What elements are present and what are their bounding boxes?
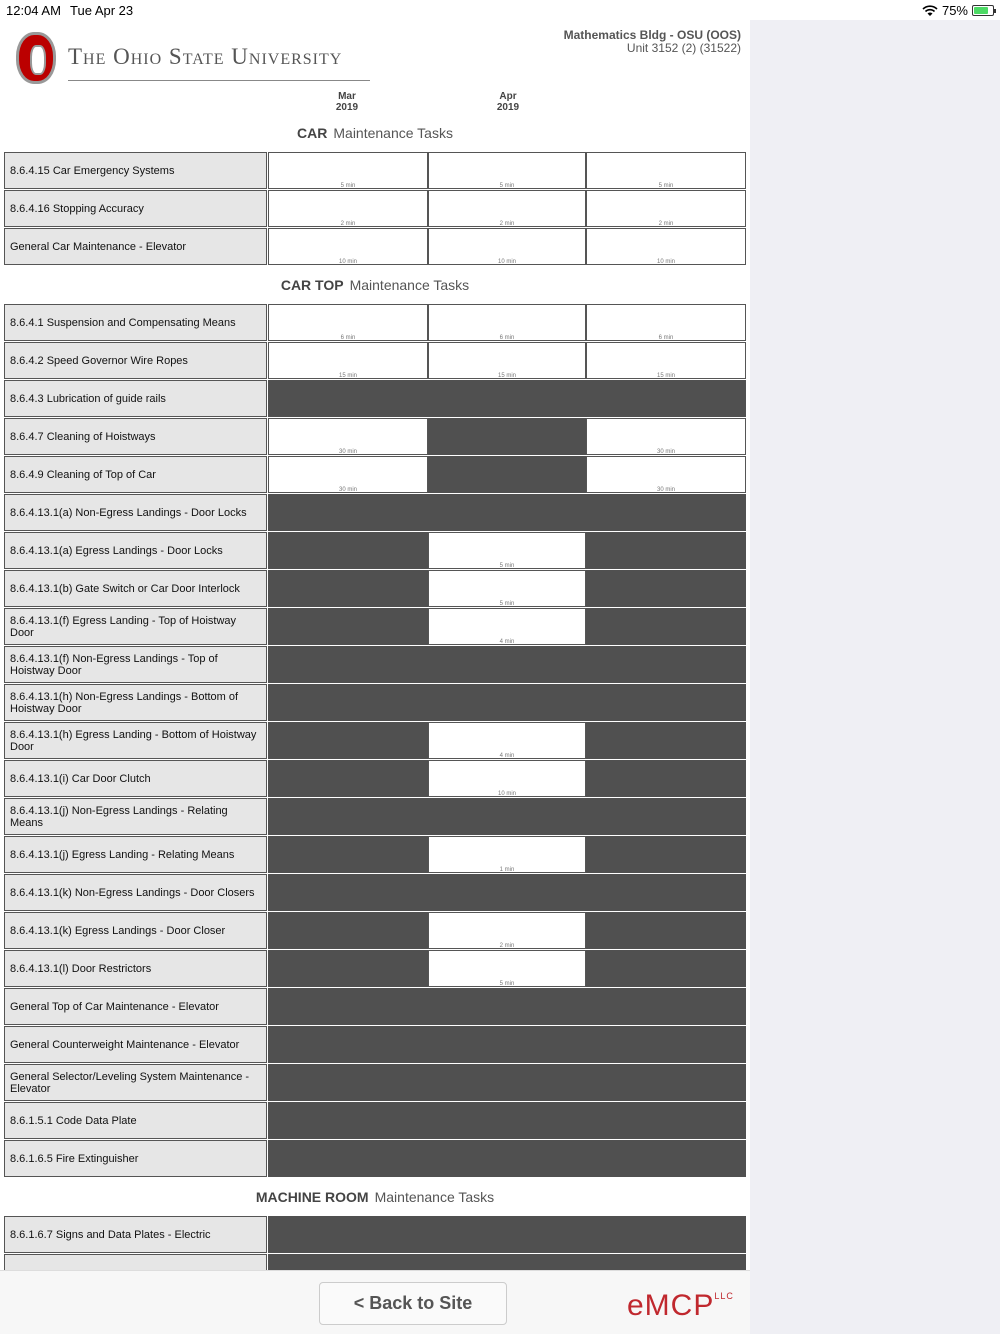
task-duration: 2 min: [499, 943, 515, 949]
task-cell[interactable]: [586, 418, 746, 455]
task-row[interactable]: [4, 380, 746, 417]
task-cell-disabled: [586, 836, 746, 873]
task-cell[interactable]: [428, 532, 586, 569]
task-label: 8.6.4.13.1(f) Non-Egress Landings - Top of Hoistway Door: [4, 646, 267, 683]
task-row[interactable]: [4, 1026, 746, 1063]
task-cell-disabled: [268, 494, 428, 531]
task-label: General Counterweight Maintenance - Elevator: [4, 1026, 267, 1063]
task-cell-disabled: [586, 380, 746, 417]
task-row[interactable]: [4, 418, 746, 455]
task-row[interactable]: [4, 1140, 746, 1177]
task-row[interactable]: [4, 722, 746, 759]
task-duration: 5 min: [499, 183, 515, 189]
task-label: General Selector/Leveling System Maintenance - Elevator: [4, 1064, 267, 1101]
section-title: CAR Maintenance Tasks: [297, 125, 453, 141]
unit-info: Unit 3152 (2) (31522): [626, 41, 741, 55]
footer: [0, 1270, 750, 1334]
right-pane: [750, 20, 1000, 1334]
logo-wordmark: The Ohio State University: [68, 44, 343, 69]
task-cell[interactable]: [586, 456, 746, 493]
task-cell-disabled: [586, 950, 746, 987]
task-cell-disabled: [428, 456, 586, 493]
emcp-logo: eMCP$^{LLC}$: [627, 1289, 734, 1322]
task-row[interactable]: [4, 988, 746, 1025]
task-cell-disabled: [586, 798, 746, 835]
task-cell[interactable]: [428, 228, 586, 265]
task-cell-disabled: [428, 646, 586, 683]
task-cell-disabled: [268, 646, 428, 683]
task-row[interactable]: [4, 532, 746, 569]
status-bar: [0, 0, 1000, 20]
task-label: 8.6.4.13.1(l) Door Restrictors: [4, 950, 267, 987]
task-row[interactable]: [4, 1216, 746, 1253]
task-cell-disabled: [586, 874, 746, 911]
status-time: 12:04 AM: [6, 3, 61, 18]
task-row[interactable]: [4, 304, 746, 341]
task-row[interactable]: [4, 646, 746, 683]
battery-percent: 75%: [941, 3, 968, 18]
task-duration: 1 min: [499, 867, 515, 873]
task-duration: 15 min: [656, 373, 675, 379]
task-cell-disabled: [586, 684, 746, 721]
task-duration: 6 min: [658, 335, 674, 341]
task-cell-disabled: [268, 570, 428, 607]
task-label: 8.6.1.6.7 Signs and Data Plates - Electric: [4, 1216, 267, 1253]
task-row[interactable]: [4, 760, 746, 797]
task-duration: 30 min: [338, 487, 357, 493]
task-cell-disabled: [428, 988, 586, 1025]
task-duration: 5 min: [499, 981, 515, 987]
task-label: 8.6.4.13.1(a) Non-Egress Landings - Door Locks: [4, 494, 267, 531]
task-cell[interactable]: [268, 456, 428, 493]
task-duration: 15 min: [497, 373, 516, 379]
task-duration: 15 min: [338, 373, 357, 379]
task-cell-disabled: [268, 798, 428, 835]
task-cell-disabled: [586, 1026, 746, 1063]
section-title: CAR TOP Maintenance Tasks: [280, 277, 470, 293]
task-cell[interactable]: [268, 418, 428, 455]
task-label: General Car Maintenance - Elevator: [4, 228, 267, 265]
task-cell-disabled: [586, 1216, 746, 1253]
task-cell[interactable]: [586, 152, 746, 189]
back-to-site-button[interactable]: < Back to Site: [319, 1282, 507, 1325]
task-cell-disabled: [428, 380, 586, 417]
task-label: 8.6.4.16 Stopping Accuracy: [4, 190, 267, 227]
task-cell[interactable]: [268, 304, 428, 341]
task-cell[interactable]: [428, 836, 586, 873]
task-label: 8.6.4.7 Cleaning of Hoistways: [4, 418, 267, 455]
task-row[interactable]: [4, 874, 746, 911]
task-row[interactable]: [4, 228, 746, 265]
task-row[interactable]: [4, 684, 746, 721]
status-right: [922, 3, 994, 18]
site-info: [564, 29, 741, 55]
task-cell-disabled: [268, 1102, 428, 1139]
task-duration: 2 min: [340, 221, 356, 227]
task-cell-disabled: [428, 1254, 586, 1270]
task-row[interactable]: [4, 190, 746, 227]
task-cell-disabled: [586, 532, 746, 569]
task-row[interactable]: [4, 798, 746, 835]
task-cell[interactable]: [428, 608, 586, 645]
task-label: 8.6.4.9 Cleaning of Top of Car: [4, 456, 267, 493]
task-cell-disabled: [586, 912, 746, 949]
task-duration: 4 min: [499, 753, 515, 759]
task-row[interactable]: [4, 570, 746, 607]
task-cell-disabled: [268, 608, 428, 645]
task-row[interactable]: [4, 950, 746, 987]
task-duration: 6 min: [340, 335, 356, 341]
task-cell[interactable]: [428, 152, 586, 189]
task-label: General Top of Car Maintenance - Elevator: [4, 988, 267, 1025]
task-cell-disabled: [428, 1102, 586, 1139]
task-duration: 2 min: [658, 221, 674, 227]
task-label: 8.6.4.13.1(b) Gate Switch or Car Door Interlock: [4, 570, 267, 607]
task-duration: 5 min: [340, 183, 356, 189]
task-row[interactable]: [4, 494, 746, 531]
task-cell-disabled: [586, 1140, 746, 1177]
task-cell-disabled: [268, 760, 428, 797]
task-row[interactable]: [4, 456, 746, 493]
task-label: 8.6.4.1 Suspension and Compensating Means: [4, 304, 267, 341]
task-label: 8.6.4.13.1(i) Car Door Clutch: [4, 760, 267, 797]
section-title: MACHINE ROOM Maintenance Tasks: [255, 1189, 495, 1205]
maintenance-schedule[interactable]: [0, 20, 750, 1270]
task-cell-disabled: [268, 722, 428, 759]
task-label: 8.6.4.13.1(f) Egress Landing - Top of Hoistway Door: [4, 608, 267, 645]
task-cell-disabled: [428, 798, 586, 835]
task-cell-disabled: [428, 1026, 586, 1063]
task-cell-disabled: [586, 494, 746, 531]
task-cell-disabled: [586, 988, 746, 1025]
task-cell-disabled: [586, 570, 746, 607]
task-duration: 4 min: [499, 639, 515, 645]
task-label: 8.6.4.3 Lubrication of guide rails: [4, 380, 267, 417]
task-cell-disabled: [268, 1026, 428, 1063]
task-cell-disabled: [428, 1140, 586, 1177]
month-header: Mar 2019: [335, 91, 359, 113]
status-date: Tue Apr 23: [70, 3, 134, 18]
task-duration: 5 min: [499, 601, 515, 607]
task-label: 8.6.4.2 Speed Governor Wire Ropes: [4, 342, 267, 379]
task-cell[interactable]: [268, 190, 428, 227]
task-label: [4, 1254, 267, 1270]
osu-logo: [16, 32, 376, 88]
task-cell-disabled: [586, 1064, 746, 1101]
task-label: 8.6.1.5.1 Code Data Plate: [4, 1102, 267, 1139]
task-cell-disabled: [268, 380, 428, 417]
task-cell-disabled: [428, 1216, 586, 1253]
task-cell[interactable]: [586, 228, 746, 265]
task-label: 8.6.1.6.5 Fire Extinguisher: [4, 1140, 267, 1177]
task-cell-disabled: [428, 494, 586, 531]
task-cell-disabled: [268, 874, 428, 911]
task-cell[interactable]: [428, 912, 586, 949]
task-cell-disabled: [268, 950, 428, 987]
task-cell-disabled: [586, 1102, 746, 1139]
task-row[interactable]: [4, 1254, 746, 1270]
task-duration: 10 min: [338, 259, 357, 265]
task-cell[interactable]: [268, 342, 428, 379]
task-cell[interactable]: [428, 950, 586, 987]
task-label: 8.6.4.13.1(h) Egress Landing - Bottom of Hoistway Door: [4, 722, 267, 759]
task-cell-disabled: [586, 1254, 746, 1270]
task-label: 8.6.4.15 Car Emergency Systems: [4, 152, 267, 189]
task-cell-disabled: [268, 1140, 428, 1177]
task-duration: 6 min: [499, 335, 515, 341]
task-duration: 30 min: [338, 449, 357, 455]
task-cell[interactable]: [428, 342, 586, 379]
task-cell-disabled: [586, 760, 746, 797]
task-row[interactable]: [4, 152, 746, 189]
task-row[interactable]: [4, 912, 746, 949]
task-duration: 2 min: [499, 221, 515, 227]
task-duration: 10 min: [656, 259, 675, 265]
task-cell[interactable]: [428, 304, 586, 341]
task-cell-disabled: [268, 1064, 428, 1101]
task-label: 8.6.4.13.1(k) Non-Egress Landings - Door Closers: [4, 874, 267, 911]
task-cell[interactable]: [428, 760, 586, 797]
task-label: 8.6.4.13.1(h) Non-Egress Landings - Bottom of Hoistway Door: [4, 684, 267, 721]
task-cell[interactable]: [586, 304, 746, 341]
task-cell[interactable]: [586, 342, 746, 379]
task-row[interactable]: [4, 1102, 746, 1139]
task-cell[interactable]: [586, 190, 746, 227]
task-cell-disabled: [268, 836, 428, 873]
task-duration: 5 min: [499, 563, 515, 569]
task-cell[interactable]: [268, 228, 428, 265]
task-row[interactable]: [4, 342, 746, 379]
wifi-icon: [922, 5, 938, 17]
task-cell-disabled: [586, 646, 746, 683]
task-cell-disabled: [268, 988, 428, 1025]
task-cell-disabled: [428, 684, 586, 721]
task-cell[interactable]: [428, 570, 586, 607]
block-o-icon: [16, 32, 56, 84]
task-duration: 30 min: [656, 487, 675, 493]
task-label: 8.6.4.13.1(k) Egress Landings - Door Closer: [4, 912, 267, 949]
task-cell-disabled: [268, 684, 428, 721]
task-duration: 5 min: [658, 183, 674, 189]
task-cell-disabled: [428, 1064, 586, 1101]
task-cell-disabled: [586, 608, 746, 645]
task-duration: 10 min: [497, 259, 516, 265]
task-cell-disabled: [268, 532, 428, 569]
task-label: 8.6.4.13.1(a) Egress Landings - Door Locks: [4, 532, 267, 569]
battery-icon: [972, 5, 994, 16]
task-row[interactable]: [4, 836, 746, 873]
task-cell-disabled: [428, 874, 586, 911]
task-cell[interactable]: [268, 152, 428, 189]
month-header: Apr 2019: [496, 91, 520, 113]
task-cell-disabled: [268, 1216, 428, 1253]
task-cell[interactable]: [428, 190, 586, 227]
task-row[interactable]: [4, 608, 746, 645]
task-cell-disabled: [586, 722, 746, 759]
task-cell-disabled: [268, 912, 428, 949]
task-cell-disabled: [268, 1254, 428, 1270]
task-cell[interactable]: [428, 722, 586, 759]
task-label: 8.6.4.13.1(j) Non-Egress Landings - Relating Means: [4, 798, 267, 835]
task-duration: 10 min: [497, 791, 516, 797]
task-label: 8.6.4.13.1(j) Egress Landing - Relating Means: [4, 836, 267, 873]
task-duration: 30 min: [656, 449, 675, 455]
building-name: Mathematics Bldg - OSU (OOS): [563, 28, 741, 42]
task-row[interactable]: [4, 1064, 746, 1101]
task-cell-disabled: [428, 418, 586, 455]
